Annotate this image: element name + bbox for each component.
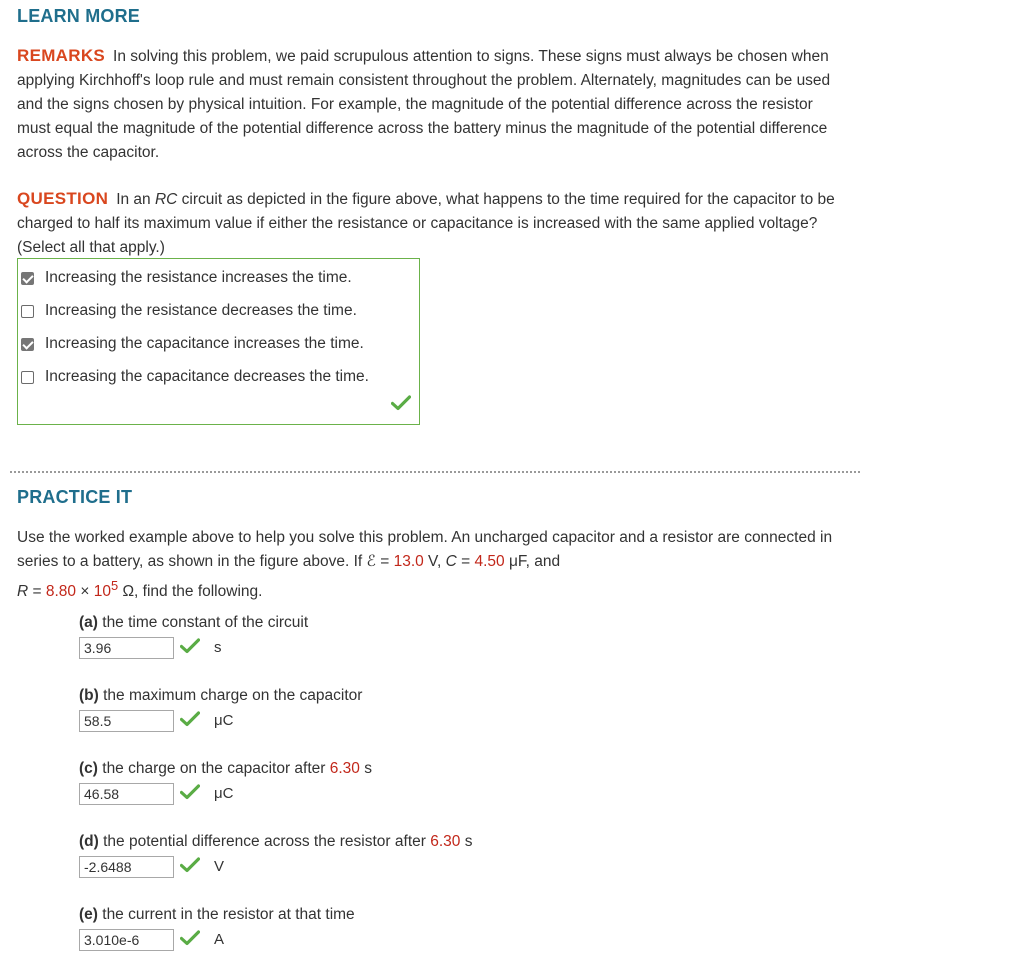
check-mark-icon (180, 857, 200, 878)
equals-sign: = (28, 583, 46, 601)
answer-input-c[interactable] (79, 783, 174, 805)
capacitance-symbol: C (445, 553, 457, 570)
check-mark-icon (180, 930, 200, 951)
part-e (79, 905, 355, 951)
question-text-start: In an (116, 191, 155, 208)
part-letter: (d) (79, 833, 99, 850)
unit-label: μC (214, 785, 234, 802)
checkbox-unchecked[interactable] (21, 305, 34, 318)
practice-intro (17, 526, 852, 604)
option-resistance-increases[interactable] (21, 267, 352, 289)
answer-input-b[interactable] (79, 710, 174, 732)
check-mark-icon (180, 784, 200, 805)
emf-symbol: ℰ (366, 553, 376, 570)
checkbox-checked[interactable] (21, 338, 34, 351)
part-letter: (b) (79, 687, 99, 704)
question-label: QUESTION (17, 189, 109, 208)
resistance-base: 10 (93, 583, 111, 601)
unit-label: V (214, 858, 225, 875)
resistance-unit: Ω, find the following. (118, 583, 263, 601)
resistance-value: 8.80 (45, 583, 77, 601)
answer-input-e[interactable] (79, 929, 174, 951)
unit-label: μC (214, 712, 234, 729)
equals-sign: = (456, 553, 475, 570)
emf-unit: V, (423, 553, 446, 570)
part-c-label (79, 759, 372, 779)
option-label: Increasing the capacitance increases the time. (45, 335, 364, 352)
question-paragraph (17, 187, 852, 260)
practice-intro-text: Use the worked example above to help you solve this problem. An uncharged capacitor and a resistor are connected in series to a battery, as shown in the figure above. If (17, 529, 833, 570)
checkbox-checked[interactable] (21, 272, 34, 285)
part-a-label (79, 613, 308, 633)
part-text: the maximum charge on the capacitor (98, 687, 363, 704)
option-capacitance-decreases[interactable] (21, 366, 369, 388)
option-resistance-decreases[interactable] (21, 300, 357, 322)
part-a-answer-row (79, 636, 308, 659)
times-sign: × (76, 583, 94, 601)
remarks-paragraph (17, 44, 842, 165)
emf-value: 13.0 (393, 553, 424, 570)
part-letter: (c) (79, 760, 98, 777)
unit-label: s (214, 639, 222, 656)
option-label: Increasing the resistance increases the time. (45, 269, 352, 286)
part-text: the current in the resistor at that time (97, 906, 355, 923)
resistance-symbol: R (17, 583, 29, 601)
time-unit: s (359, 760, 372, 777)
part-a (79, 613, 308, 659)
time-value: 6.30 (430, 833, 461, 850)
equals-sign: = (375, 553, 394, 570)
part-d (79, 832, 472, 878)
time-value: 6.30 (329, 760, 360, 777)
part-c (79, 759, 372, 805)
part-text: the potential difference across the resistor after (98, 833, 431, 850)
answer-input-d[interactable] (79, 856, 174, 878)
part-d-label (79, 832, 472, 852)
check-mark-icon (391, 395, 411, 416)
resistance-exponent: 5 (110, 578, 119, 593)
part-e-answer-row (79, 928, 355, 951)
question-text-end: circuit as depicted in the figure above, what happens to the time required for the capacitor to be charged to half its maximum value if either the resistance or capacitance is increased with the same applied voltage? (Select all that apply.) (17, 191, 835, 256)
option-label: Increasing the capacitance decreases the time. (45, 368, 369, 385)
unit-label: A (214, 931, 225, 948)
part-c-answer-row (79, 782, 372, 805)
practice-it-heading: PRACTICE IT (17, 487, 133, 507)
part-text: the time constant of the circuit (97, 614, 309, 631)
option-capacitance-increases[interactable] (21, 333, 364, 355)
answer-input-a[interactable] (79, 637, 174, 659)
part-b-answer-row (79, 709, 362, 732)
option-label: Increasing the resistance decreases the time. (45, 302, 357, 319)
part-d-answer-row (79, 855, 472, 878)
part-letter: (e) (79, 906, 98, 923)
capacitance-value: 4.50 (474, 553, 505, 570)
check-mark-icon (180, 711, 200, 732)
question-text-rc: RC (154, 191, 178, 208)
time-unit: s (460, 833, 473, 850)
section-divider (10, 471, 860, 473)
remarks-label: REMARKS (17, 46, 106, 65)
remarks-text: In solving this problem, we paid scrupulous attention to signs. These signs must always be chosen when applying Kirchhoff's loop rule and must remain consistent throughout the problem. Alternately, magnitudes can be used and the signs chosen by physical intuition. For example, the magnitude of the potential difference across the resistor must equal the magnitude of the potential difference across the battery minus the magnitude of the potential difference across the capacitor. (17, 48, 831, 161)
check-mark-icon (180, 638, 200, 659)
part-b (79, 686, 362, 732)
part-b-label (79, 686, 362, 706)
part-e-label (79, 905, 355, 925)
part-text: the charge on the capacitor after (97, 760, 330, 777)
question-options-box (17, 258, 420, 425)
learn-more-heading: LEARN MORE (17, 6, 140, 26)
part-letter: (a) (79, 614, 98, 631)
checkbox-unchecked[interactable] (21, 371, 34, 384)
capacitance-unit: μF, and (504, 553, 561, 570)
